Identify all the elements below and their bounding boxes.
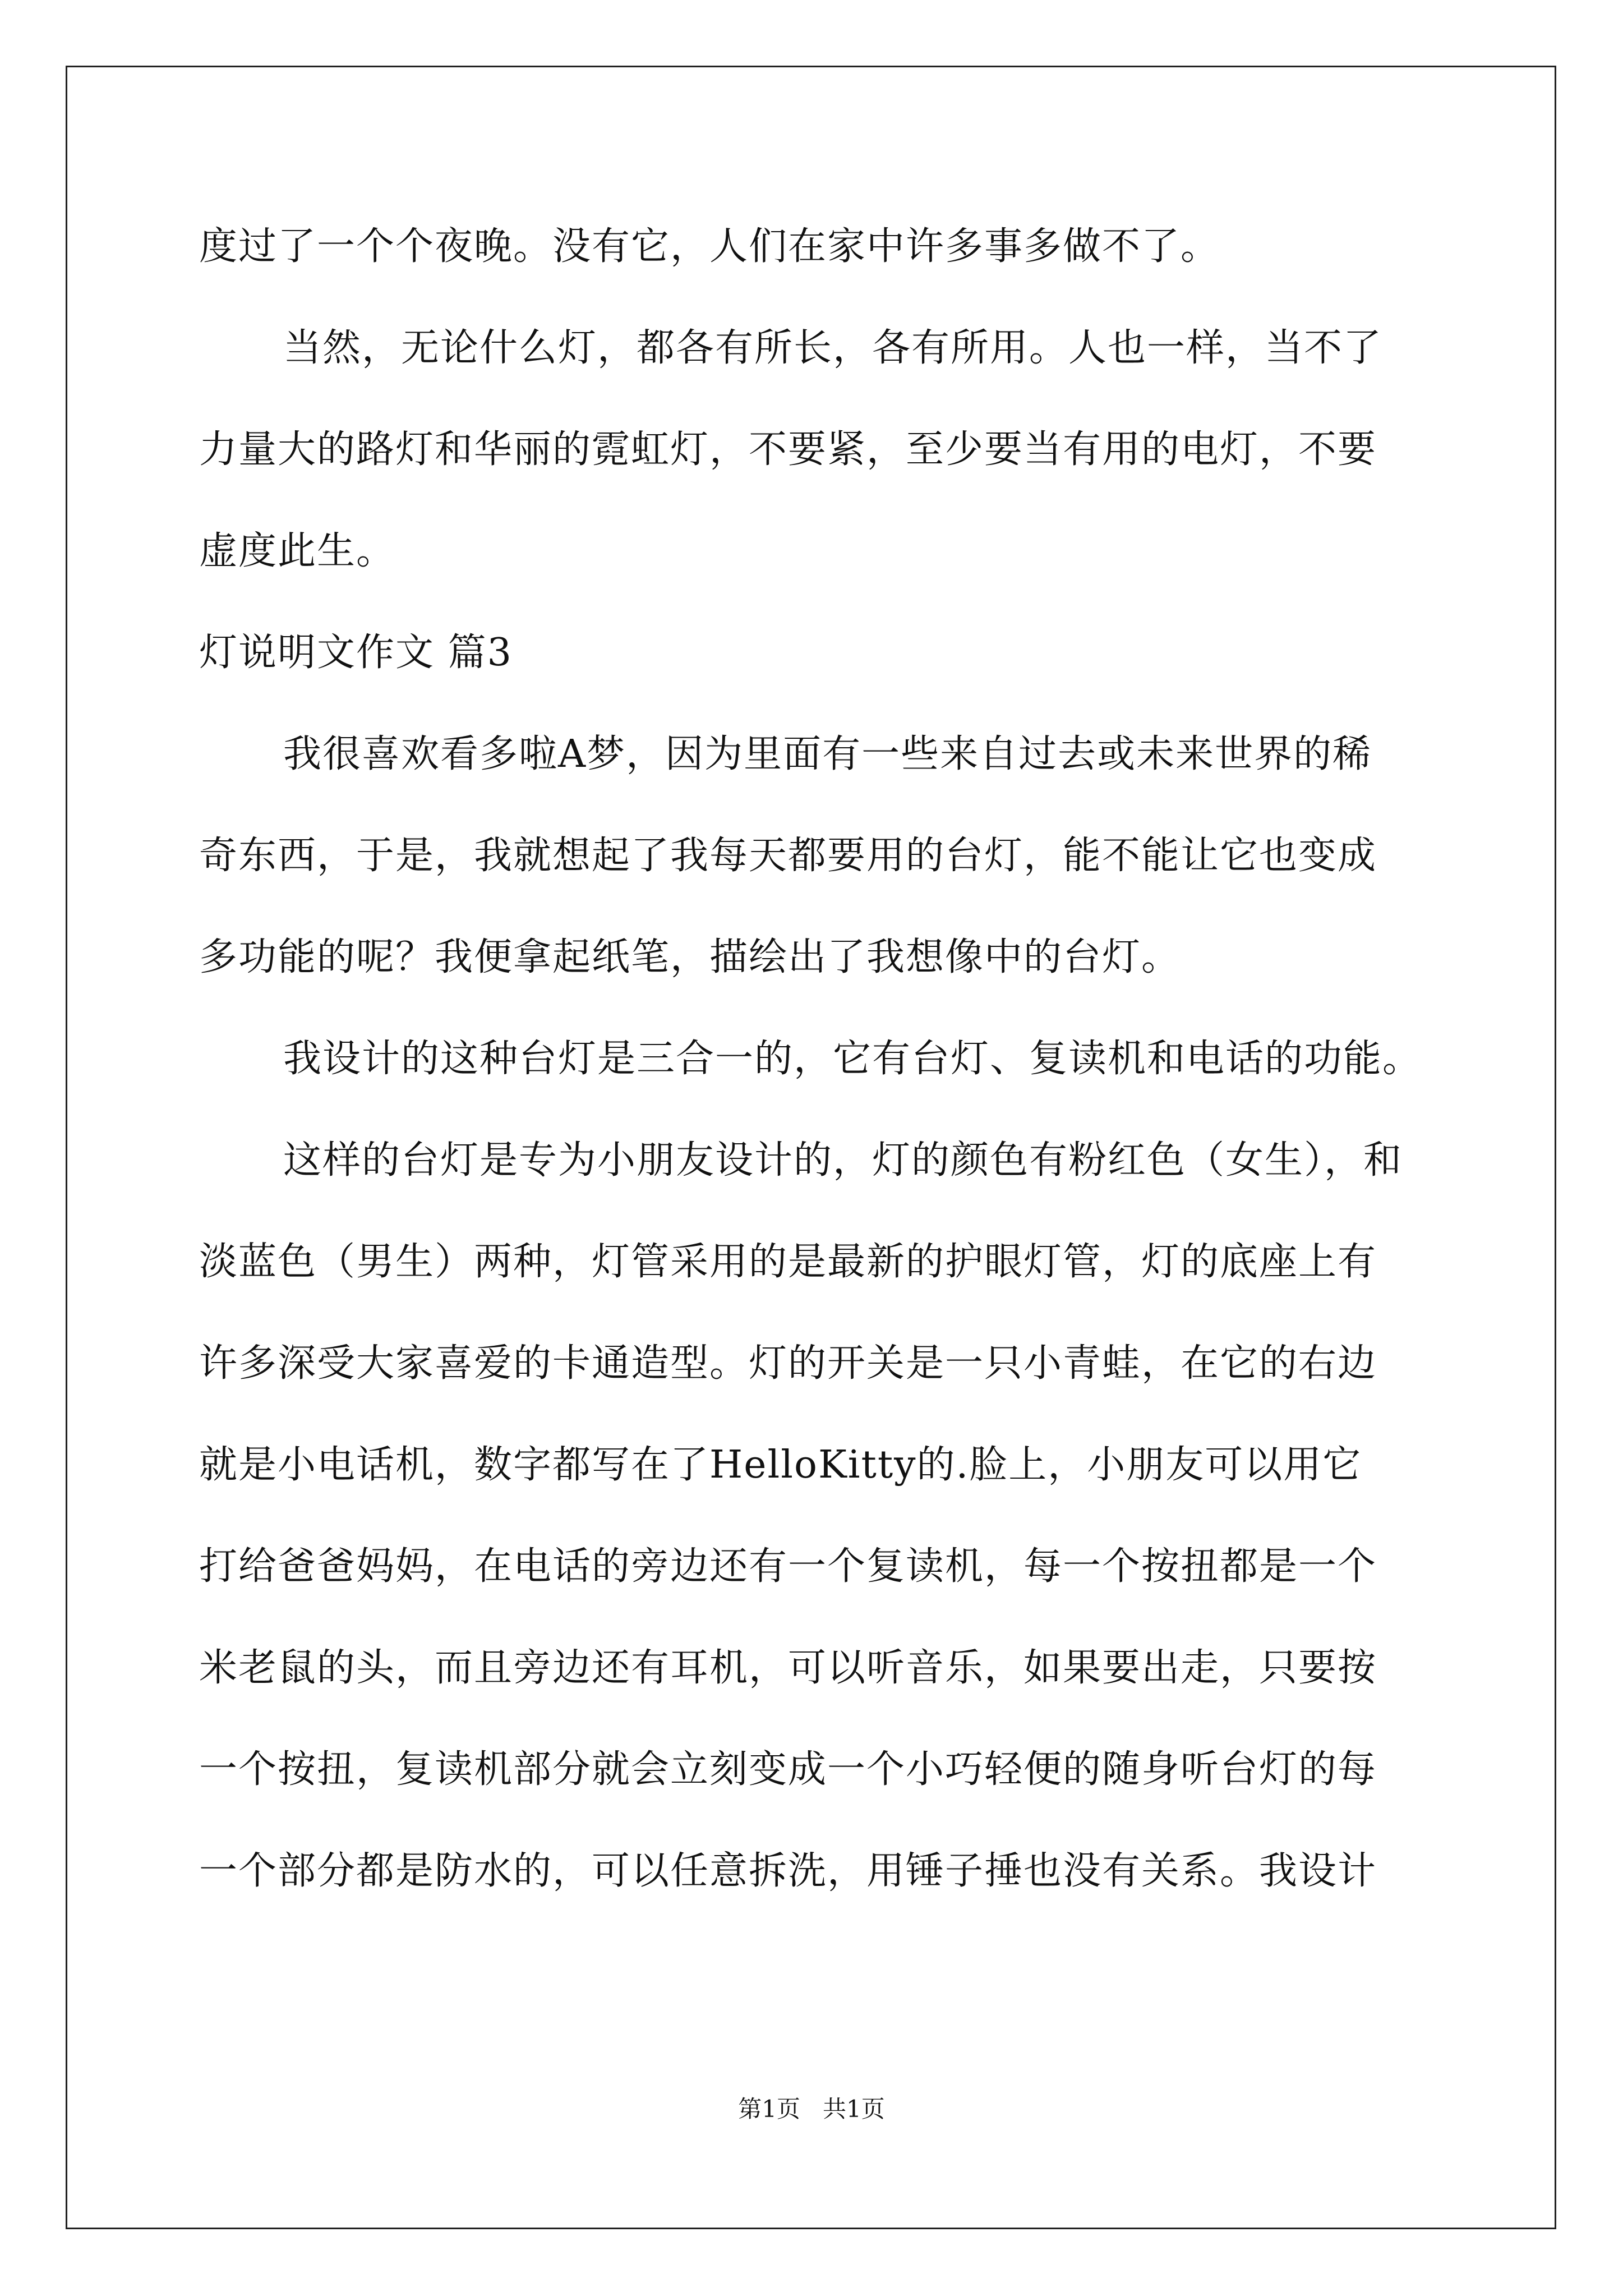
paragraph-line: 虚度此生。	[199, 529, 396, 573]
paragraph-line: 力量大的路灯和华丽的霓虹灯，不要紧，至少要当有用的电灯，不要	[199, 427, 1377, 472]
paragraph-line: 一个按扭，复读机部分就会立刻变成一个小巧轻便的随身听台灯的每	[199, 1747, 1377, 1792]
paragraph-line: 度过了一个个夜晚。没有它，人们在家中许多事多做不了。	[199, 224, 1220, 269]
paragraph-line: 就是小电话机，数字都写在了HelloKitty的.脸上，小朋友可以用它	[199, 1443, 1362, 1487]
paragraph-line: 这样的台灯是专为小朋友设计的，灯的颜色有粉红色（女生），和	[283, 1138, 1403, 1182]
paragraph-line: 多功能的呢？我便拿起纸笔，描绘出了我想像中的台灯。	[199, 935, 1181, 979]
paragraph-line: 许多深受大家喜爱的卡通造型。灯的开关是一只小青蛙，在它的右边	[199, 1341, 1377, 1386]
document-body	[199, 219, 1430, 1945]
paragraph-line: 我设计的这种台灯是三合一的，它有台灯、复读机和电话的功能。	[283, 1037, 1422, 1081]
paragraph-line: 打给爸爸妈妈，在电话的旁边还有一个复读机，每一个按扭都是一个	[199, 1544, 1377, 1589]
paragraph-line: 淡蓝色（男生）两种，灯管采用的是最新的护眼灯管，灯的底座上有	[199, 1240, 1377, 1284]
section-heading: 灯说明文作文 篇3	[199, 631, 513, 675]
paragraph-line: 当然，无论什么灯，都各有所长，各有所用。人也一样，当不了	[283, 326, 1383, 370]
page-footer: 第1页 共1页	[738, 2095, 885, 2123]
paragraph-line: 奇东西，于是，我就想起了我每天都要用的台灯，能不能让它也变成	[199, 834, 1377, 878]
paragraph-line: 一个部分都是防水的，可以任意拆洗，用锤子捶也没有关系。我设计	[199, 1849, 1377, 1893]
paragraph-line: 我很喜欢看多啦A梦，因为里面有一些来自过去或未来世界的稀	[283, 732, 1372, 776]
paragraph-line: 米老鼠的头，而且旁边还有耳机，可以听音乐，如果要出走，只要按	[199, 1646, 1377, 1690]
